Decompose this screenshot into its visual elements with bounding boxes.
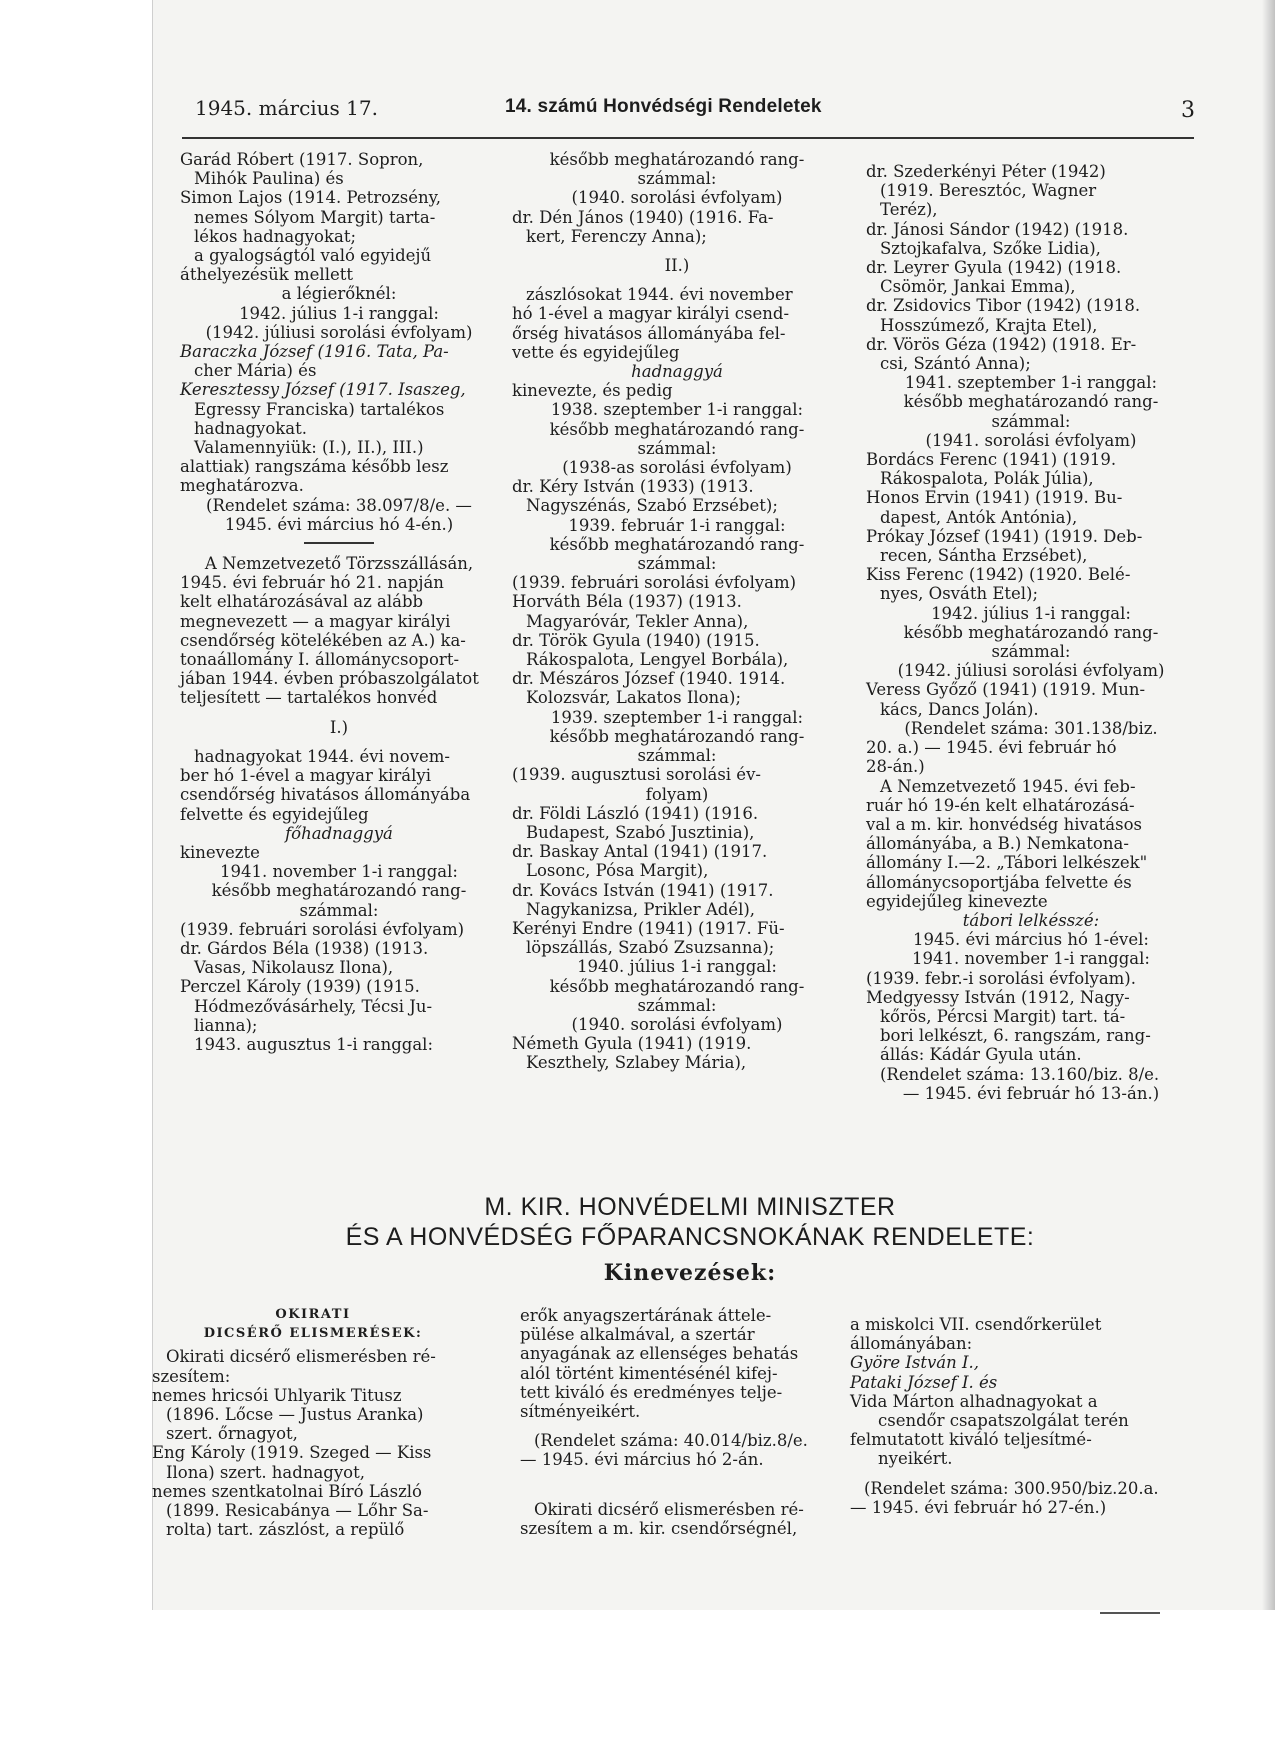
text-line: később meghatározandó rang- <box>549 150 805 169</box>
text-line: Kiss Ferenc (1942) (1920. Belé- <box>866 565 1131 585</box>
text-line: Honos Ervin (1941) (1919. Bu- <box>866 488 1123 508</box>
section-separator <box>304 542 374 544</box>
text-line: hó 1-ével a magyar királyi csend- <box>512 304 790 324</box>
text-line: Rákospalota, Polák Júlia), <box>880 469 1094 489</box>
header-rule <box>182 137 1194 139</box>
text-line: löpszállás, Szabó Zsuzsanna); <box>526 938 775 958</box>
text-line: dapest, Antók Antónia), <box>880 507 1078 527</box>
text-line: (1940. sorolási évfolyam) <box>571 1014 783 1034</box>
text-line: számmal: <box>991 642 1071 662</box>
text-line: 1945. évi március hó 4-én.) <box>224 514 454 534</box>
text-line: dr. Leyrer Gyula (1942) (1918. <box>866 258 1122 278</box>
text-line: Prókay József (1941) (1919. Deb- <box>866 526 1143 546</box>
text-line: Nagyszénás, Szabó Erzsébet); <box>526 496 778 516</box>
text-line: később meghatározandó rang- <box>549 534 805 554</box>
text-line: dr. Török Gyula (1940) (1915. <box>512 630 760 650</box>
text-line: meghatározva. <box>180 476 304 496</box>
text-line: lékos hadnagyokat; <box>194 226 357 246</box>
text-line: — 1945. évi március hó 2-án. <box>520 1450 764 1470</box>
text-line: Losonc, Pósa Margit), <box>526 861 709 881</box>
text-line: később meghatározandó rang- <box>549 976 805 996</box>
text-line: (1942. júliusi sorolási évfolyam) <box>205 322 473 342</box>
text-line: A Nemzetvezető 1945. évi feb- <box>880 776 1136 796</box>
text-line: jában 1944. évben próbaszolgálatot <box>180 669 479 689</box>
text-line: Györe István I., <box>850 1353 979 1373</box>
text-line: Kolozsvár, Lakatos Ilona); <box>526 688 742 708</box>
text-line: állományában: <box>850 1334 973 1354</box>
subsection-heading: DICSÉRŐ ELISMERÉSEK: <box>203 1326 423 1342</box>
text-line: Kerényi Endre (1941) (1917. Fü- <box>512 918 785 938</box>
text-line: őrség hivatásos állományába fel- <box>512 323 786 343</box>
text-line: szesítem: <box>152 1366 231 1386</box>
text-line: számmal: <box>637 746 717 766</box>
text-line: dr. Vörös Géza (1942) (1918. Er- <box>866 334 1137 354</box>
text-line: dr. Szederkényi Péter (1942) <box>866 162 1106 181</box>
section-number: I.) <box>329 717 349 737</box>
text-line: csendőrség hivatásos állományába <box>180 785 471 805</box>
page-number: 3 <box>1181 98 1195 123</box>
text-line: Rákospalota, Lengyel Borbála), <box>526 650 789 670</box>
text-line: Csömör, Jankai Emma), <box>880 277 1076 297</box>
section-number: II.) <box>664 256 690 276</box>
text-line: Vida Márton alhadnagyokat a <box>850 1391 1098 1411</box>
rank-heading: főhadnaggyá <box>285 823 393 843</box>
text-line: sítményeikért. <box>520 1402 641 1422</box>
text-line: (1941. sorolási évfolyam) <box>925 430 1137 450</box>
text-line: (1939. februári sorolási évfolyam) <box>180 919 465 939</box>
page-end-mark <box>1100 1612 1160 1614</box>
text-line: szesítem a m. kir. csendőrségnél, <box>520 1518 798 1538</box>
text-line: szert. őrnagyot, <box>166 1424 298 1444</box>
text-line: a gyalogságtól való egyidejű <box>194 246 432 266</box>
text-line: tett kiváló és eredményes telje- <box>520 1382 783 1402</box>
text-line: dr. Jánosi Sándor (1942) (1918. <box>866 219 1129 239</box>
text-line: Egressy Franciska) tartalékos <box>194 399 445 419</box>
text-line: hadnagyokat 1944. évi novem- <box>194 746 450 766</box>
text-line: dr. Zsidovics Tibor (1942) (1918. <box>866 296 1141 316</box>
text-line: Perczel Károly (1939) (1915. <box>180 977 420 997</box>
text-line: számmal: <box>637 438 717 458</box>
text-line: dr. Baskay Antal (1941) (1917. <box>512 842 768 862</box>
text-line: 1939. szeptember 1-i ranggal: <box>550 707 804 727</box>
header-date: 1945. március 17. <box>195 96 378 120</box>
text-line: 1942. július 1-i ranggal: <box>931 603 1131 623</box>
text-line: dr. Kovács István (1941) (1917. <box>512 880 774 900</box>
text-line: anyagának az ellenséges behatás <box>520 1344 799 1364</box>
text-line: alattiak) rangszáma később lesz <box>180 457 449 477</box>
text-line: Hosszúmező, Krajta Etel), <box>880 315 1098 335</box>
text-line: később meghatározandó rang- <box>549 726 805 746</box>
text-line: alól történt kimentésénél kifej- <box>520 1363 778 1383</box>
text-line: zászlósokat 1944. évi november <box>526 285 793 305</box>
text-line: kinevezte <box>180 842 260 862</box>
text-line: ber hó 1-ével a magyar királyi <box>180 766 432 786</box>
text-line: (Rendelet száma: 300.950/biz.20.a. <box>864 1478 1159 1498</box>
text-line: (Rendelet száma: 38.097/8/e. — <box>206 495 472 515</box>
text-line: lianna); <box>194 1015 258 1035</box>
text-line: bori lelkészt, 6. rangszám, rang- <box>880 1026 1151 1046</box>
text-line: val a m. kir. honvédség hivatásos <box>866 814 1143 834</box>
text-line: nemes szentkatolnai Bíró László <box>152 1481 422 1501</box>
text-line: számmal: <box>991 411 1071 431</box>
text-line: 1940. július 1-i ranggal: <box>577 957 777 977</box>
text-line: Eng Károly (1919. Szeged — Kiss <box>152 1443 432 1463</box>
section-title: Kinevezések: <box>603 1260 777 1286</box>
subsection-heading: OKIRATI <box>275 1307 351 1322</box>
text-line: Horváth Béla (1937) (1913. <box>512 592 742 612</box>
text-line: 1941. szeptember 1-i ranggal: <box>904 373 1158 393</box>
text-line: Bordács Ferenc (1941) (1919. <box>866 450 1117 470</box>
text-line: felmutatott kiváló teljesítmé- <box>850 1430 1092 1450</box>
lower-column-3 <box>850 1315 1172 1517</box>
text-line: (1942. júliusi sorolási évfolyam) <box>897 661 1165 681</box>
text-line: kács, Dancs Jolán). <box>880 699 1039 719</box>
text-line: hadnagyokat. <box>194 418 308 438</box>
text-line: tonaállomány I. állománycsoport- <box>180 650 460 670</box>
text-line: dr. Kéry István (1933) (1913. <box>512 477 754 497</box>
text-line: csi, Szántó Anna); <box>880 354 1031 374</box>
text-line: Pataki József I. és <box>850 1372 998 1392</box>
text-line: állománycsoportjába felvette és <box>866 872 1132 892</box>
text-line: A Nemzetvezető Törzsszállásán, <box>204 554 474 574</box>
text-line: nyeikért. <box>878 1449 953 1469</box>
text-line: teljesített — tartalékos honvéd <box>180 688 438 708</box>
text-line: Baraczka József (1916. Tata, Pa- <box>180 342 449 362</box>
page-header <box>195 96 1195 130</box>
text-line: (Rendelet száma: 40.014/biz.8/e. <box>534 1431 808 1451</box>
text-line: megnevezett — a magyar királyi <box>180 611 451 631</box>
text-line: nemes Sólyom Margit) tarta- <box>194 207 436 227</box>
rank-heading: tábori lelkésszé: <box>962 910 1100 930</box>
text-line: számmal: <box>299 900 379 920</box>
text-line: erők anyagszertárának áttele- <box>520 1306 772 1325</box>
text-line: 1945. évi február hó 21. napján <box>180 573 444 593</box>
text-line: (1938-as sorolási évfolyam) <box>562 458 792 478</box>
text-line: recen, Sántha Erzsébet), <box>880 546 1088 566</box>
text-line: 1943. augusztus 1-i ranggal: <box>194 1034 434 1054</box>
page-edge-shadow <box>1262 0 1275 1610</box>
text-line: csendőr csapatszolgálat terén <box>878 1411 1129 1431</box>
text-line: Vasas, Nikolausz Ilona), <box>194 958 394 978</box>
text-line: 1941. november 1-i ranggal: <box>220 862 458 882</box>
text-line: később meghatározandó rang- <box>211 881 467 901</box>
decree-title-line-1: M. KIR. HONVÉDELMI MINISZTER <box>484 1193 896 1221</box>
text-line: 1945. évi március hó 1-ével: <box>913 930 1149 950</box>
text-line: Keresztessy József (1917. Isaszeg, <box>180 380 466 400</box>
column-3 <box>866 162 1196 1103</box>
text-line: csendőrség kötelékében az A.) ka- <box>180 630 466 650</box>
text-line: dr. Dén János (1940) (1916. Fa- <box>512 207 774 227</box>
lower-column-1 <box>152 1305 474 1539</box>
text-line: (1939. februári sorolási évfolyam) <box>512 573 797 593</box>
text-line: Mihók Paulina) és <box>194 169 344 189</box>
text-line: egyidejűleg kinevezte <box>866 891 1048 911</box>
text-line: vette és egyidejűleg <box>512 342 680 362</box>
text-line: (1939. augusztusi sorolási év- <box>512 765 761 785</box>
text-line: Nagykanizsa, Prikler Adél), <box>526 899 756 919</box>
text-line: Simon Lajos (1914. Petrozsény, <box>180 188 442 208</box>
text-line: 28-án.) <box>866 757 925 777</box>
column-2 <box>512 150 842 1073</box>
text-line: Keszthely, Szlabey Mária), <box>526 1053 747 1073</box>
text-line: 1942. július 1-i ranggal: <box>239 303 439 323</box>
text-line: Medgyessy István (1912, Nagy- <box>866 987 1130 1007</box>
text-line: Teréz), <box>880 200 938 220</box>
text-line: ruár hó 19-én kelt elhatározásá- <box>866 795 1135 815</box>
text-line: Valamennyiük: (I.), II.), III.) <box>194 438 424 458</box>
rank-heading: hadnaggyá <box>631 362 723 382</box>
decree-heading <box>190 1192 1190 1288</box>
text-line: (1939. febr.-i sorolási évfolyam). <box>866 968 1136 988</box>
scan-margin <box>0 0 152 1750</box>
text-line: Ilona) szert. hadnagyot, <box>166 1462 365 1482</box>
text-line: nyes, Osváth Etel); <box>880 584 1039 604</box>
text-line: áthelyezésük mellett <box>180 265 354 285</box>
text-line: a légierőknél: <box>281 284 397 304</box>
text-line: később meghatározandó rang- <box>903 622 1159 642</box>
text-line: Veress Győző (1941) (1919. Mun- <box>866 680 1146 700</box>
text-line: 1938. szeptember 1-i ranggal: <box>550 400 804 420</box>
text-line: Budapest, Szabó Jusztinia), <box>526 822 755 842</box>
text-line: Magyaróvár, Tekler Anna), <box>526 611 749 631</box>
column-1 <box>180 150 498 1054</box>
text-line: később meghatározandó rang- <box>903 392 1159 412</box>
text-line: dr. Gárdos Béla (1938) (1913. <box>180 938 429 958</box>
text-line: Garád Róbert (1917. Sopron, <box>180 150 424 169</box>
text-line: állás: Kádár Gyula után. <box>880 1045 1082 1065</box>
text-line: Okirati dicsérő elismerésben ré- <box>534 1499 804 1519</box>
lower-column-2 <box>520 1306 825 1538</box>
text-line: (Rendelet száma: 13.160/biz. 8/e. <box>880 1064 1160 1084</box>
text-line: számmal: <box>637 554 717 574</box>
text-line: folyam) <box>645 784 709 804</box>
text-line: rolta) tart. zászlóst, a repülő <box>166 1520 405 1540</box>
text-line: állományába, a B.) Nemkatona- <box>866 834 1129 854</box>
text-line: kőrös, Pércsi Margit) tart. tá- <box>880 1006 1126 1026</box>
text-line: kelt elhatározásával az alább <box>180 592 424 612</box>
text-line: nemes hricsói Uhlyarik Titusz <box>152 1385 402 1405</box>
text-line: Németh Gyula (1941) (1919. <box>512 1034 752 1054</box>
text-line: Sztojkafalva, Szőke Lidia), <box>880 238 1101 258</box>
text-line: — 1945. évi február hó 13-án.) <box>902 1083 1160 1103</box>
text-line: kert, Ferenczy Anna); <box>526 226 707 246</box>
text-line: (Rendelet száma: 301.138/biz. <box>904 718 1158 738</box>
text-line: a miskolci VII. csendőrkerület <box>850 1315 1102 1334</box>
text-line: (1940. sorolási évfolyam) <box>571 188 783 208</box>
text-line: Hódmezővásárhely, Técsi Ju- <box>194 996 433 1016</box>
text-line: állomány I.—2. „Tábori lelkészek" <box>866 853 1148 873</box>
text-line: cher Mária) és <box>194 361 317 381</box>
decree-title-line-2: ÉS A HONVÉDSÉG FŐPARANCSNOKÁNAK RENDELETE: <box>345 1223 1035 1251</box>
text-line: 20. a.) — 1945. évi február hó <box>866 738 1117 758</box>
text-line: (1899. Resicabánya — Lőhr Sa- <box>166 1501 429 1521</box>
text-line: 1941. november 1-i ranggal: <box>912 949 1150 969</box>
text-line: — 1945. évi február hó 27-én.) <box>850 1497 1107 1517</box>
text-line: Okirati dicsérő elismerésben ré- <box>166 1347 436 1367</box>
text-line: kinevezte, és pedig <box>512 381 673 401</box>
text-line: (1896. Lőcse — Justus Aranka) <box>166 1405 424 1425</box>
text-line: később meghatározandó rang- <box>549 419 805 439</box>
text-line: számmal: <box>637 995 717 1015</box>
text-line: számmal: <box>637 169 717 189</box>
text-line: 1939. február 1-i ranggal: <box>568 515 786 535</box>
header-title: 14. számú Honvédségi Rendeletek <box>505 96 822 117</box>
text-line: (1919. Beresztóc, Wagner <box>880 181 1097 201</box>
text-line: felvette és egyidejűleg <box>180 804 369 824</box>
text-line: dr. Mészáros József (1940. 1914. <box>512 669 786 689</box>
text-line: dr. Földi László (1941) (1916. <box>512 803 759 823</box>
text-line: pülése alkalmával, a szertár <box>520 1325 755 1345</box>
